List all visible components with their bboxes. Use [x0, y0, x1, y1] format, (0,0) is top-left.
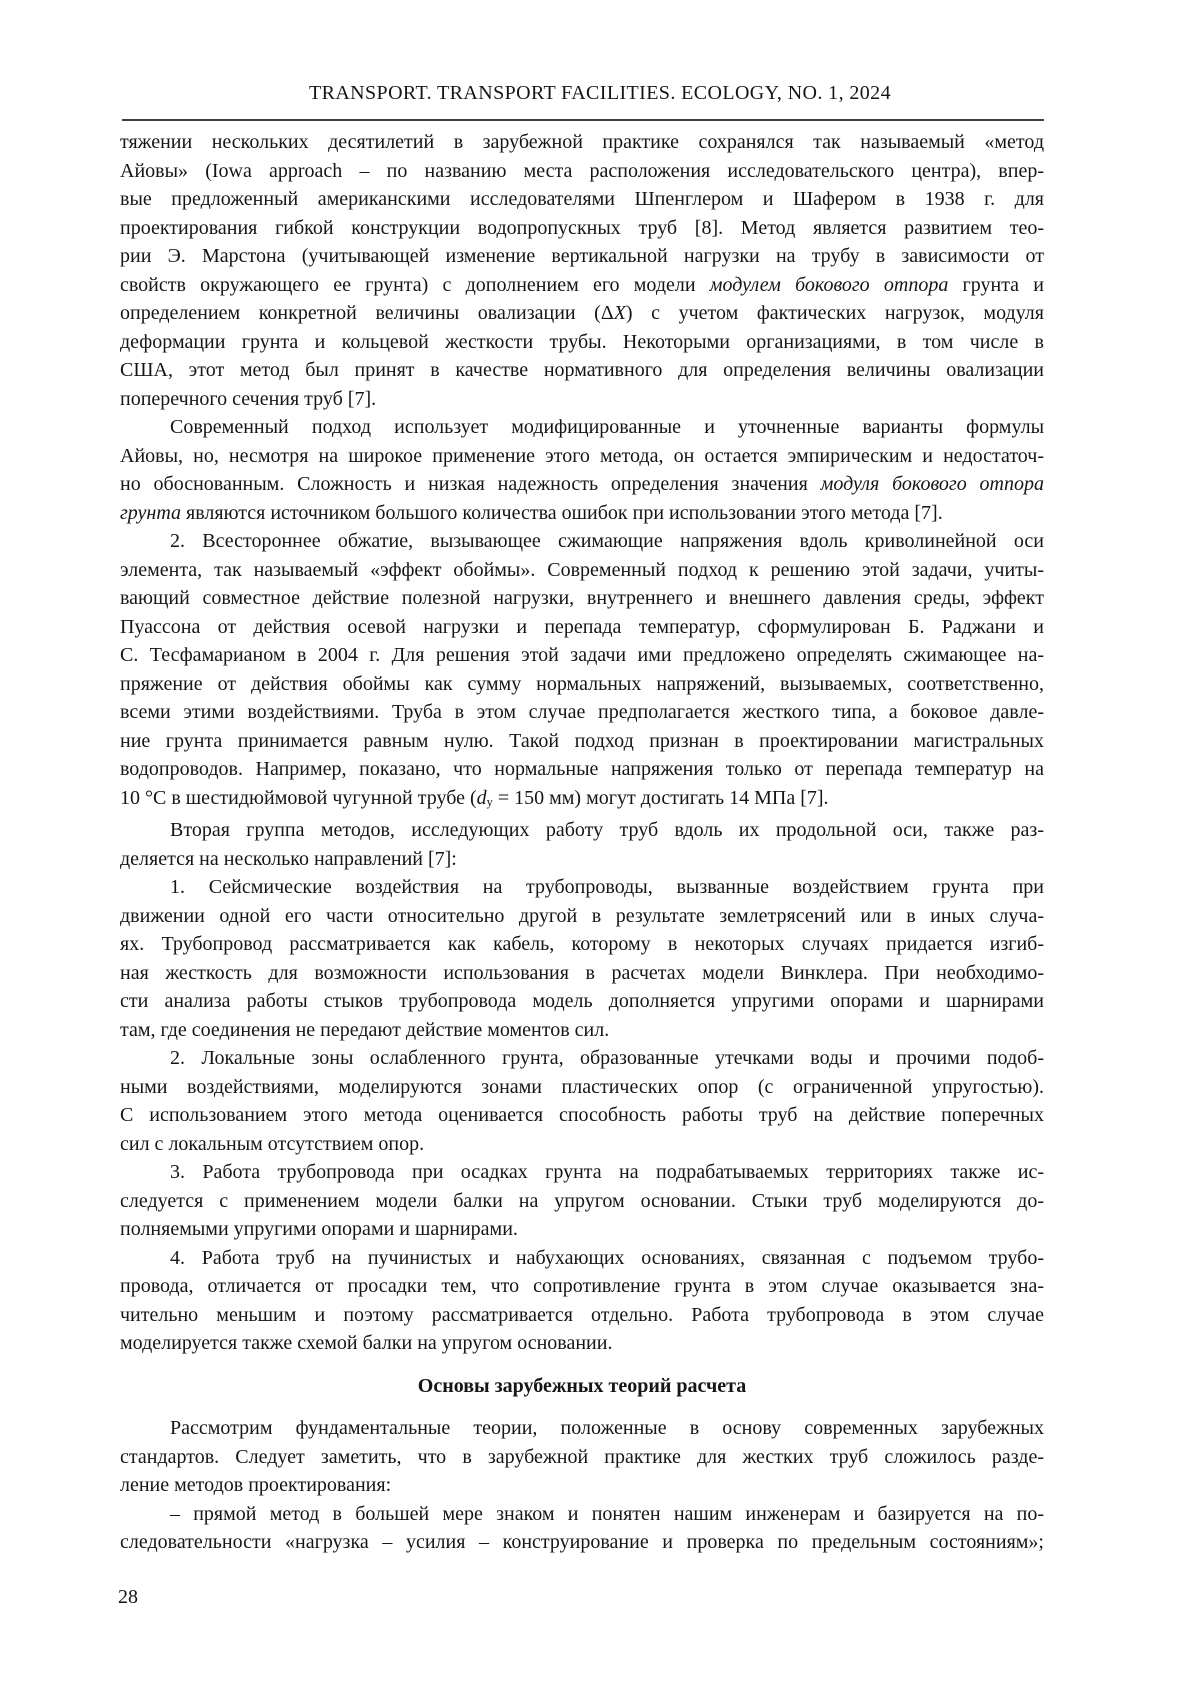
text-line: деляется на несколько направлений [7]: — [120, 847, 457, 870]
text-line: грунта являются источником большого количества ошибок при использовании этого метода [7]. — [120, 501, 943, 524]
paragraph — [120, 1044, 1044, 1158]
text-line: 1. Сейсмические воздействия на трубопроводы, вызванные воздействием грунта при — [170, 876, 1044, 899]
page-number: 28 — [118, 1586, 138, 1608]
text-line: полняемыми упругими опорами и шарнирами. — [120, 1218, 518, 1241]
article-body — [120, 128, 1044, 1557]
text-line: элемента, так называемый «эффект обоймы». Современный подход к решению этой задачи, учиты- — [120, 558, 1044, 581]
paragraph — [120, 1500, 1044, 1557]
text-line: проектирования гибкой конструкции водопропускных труб [8]. Метод является развитием тео- — [120, 216, 1044, 239]
text-line: 10 °С в шестидюймовой чугунной трубе (dу = 150 мм) могут достигать 14 МПа [7]. — [120, 786, 829, 809]
header-rule — [122, 119, 1044, 121]
paragraph — [120, 413, 1044, 527]
paragraph — [120, 873, 1044, 1044]
text-line: ние грунта принимается равным нулю. Такой подход признан в проектировании магистральных — [120, 729, 1044, 752]
text-line: Вторая группа методов, исследующих работу труб вдоль их продольной оси, также раз- — [170, 819, 1044, 842]
text-line: США, этот метод был принят в качестве нормативного для определения величины овализации — [120, 359, 1044, 381]
text-line: рии Э. Марстона (учитывающей изменение вертикальной нагрузки на трубу в зависимости от — [120, 245, 1044, 267]
text-line: вающий совместное действие полезной нагрузки, внутреннего и внешнего давления среды, эффект — [120, 587, 1044, 609]
paragraph — [120, 1414, 1044, 1500]
text-line: 4. Работа труб на пучинистых и набухающих основаниях, связанная с подъемом трубо- — [170, 1246, 1044, 1269]
text-line: ная жесткость для возможности использования в расчетах модели Винклера. При необходимо- — [120, 961, 1044, 984]
text-line: пряжение от действия обоймы как сумму нормальных напряжений, вызываемых, соответственно, — [120, 672, 1044, 695]
text-line: Айовы, но, несмотря на широкое применение этого метода, он остается эмпирическим и недостаточ- — [120, 444, 1044, 467]
text-line: но обоснованным. Сложность и низкая надежность определения значения модуля бокового отпора — [120, 473, 1044, 495]
paragraph — [120, 816, 1044, 873]
text-line: 2. Всестороннее обжатие, вызывающее сжимающие напряжения вдоль криволинейной оси — [170, 530, 1044, 552]
text-line: ление методов проектирования: — [120, 1474, 392, 1497]
text-line: движении одной его части относительно другой в результате землетрясений или в иных случа- — [120, 904, 1044, 927]
text-line: 2. Локальные зоны ослабленного грунта, образованные утечками воды и прочими подоб- — [170, 1047, 1044, 1070]
text-line: сти анализа работы стыков трубопровода модель дополняется упругими опорами и шарнирами — [120, 990, 1044, 1013]
text-line: – прямой метод в большей мере знаком и понятен нашим инженерам и базируется на по- — [170, 1502, 1044, 1525]
text-line: стандартов. Следует заметить, что в зарубежной практике для жестких труб сложилось разде- — [120, 1445, 1044, 1468]
text-line: определением конкретной величины овализации (ΔX) с учетом фактических нагрузок, модуля — [120, 302, 1044, 324]
text-line: поперечного сечения труб [7]. — [120, 387, 377, 410]
text-line: деформации грунта и кольцевой жесткости трубы. Некоторыми организациями, в том числе в — [120, 330, 1044, 353]
section-heading: Основы зарубежных теорий расчета — [417, 1374, 747, 1397]
paragraph — [120, 1244, 1044, 1358]
text-line: тяжении нескольких десятилетий в зарубежной практике сохранялся так называемый «метод — [120, 131, 1044, 153]
text-line: вые предложенный американскими исследователями Шпенглером и Шафером в 1938 г. для — [120, 188, 1044, 210]
paragraph-continuation — [120, 128, 1044, 413]
text-line: свойств окружающего ее грунта) с дополнением его модели модулем бокового отпора грунта и — [120, 273, 1044, 296]
text-line: следуется с применением модели балки на упругом основании. Стыки труб моделируются до- — [120, 1189, 1044, 1212]
paragraph — [120, 1158, 1044, 1244]
text-line: всеми этими воздействиями. Труба в этом случае предполагается жесткого типа, а боковое давле- — [120, 701, 1044, 723]
text-line: водопроводов. Например, показано, что нормальные напряжения только от перепада температур на — [120, 758, 1044, 780]
text-line: Айовы» (Iowa approach – по названию места расположения исследовательского центра), впер- — [120, 159, 1044, 182]
text-line: С использованием этого метода оценивается способность работы труб на действие поперечных — [120, 1104, 1044, 1127]
paragraph — [120, 527, 1044, 816]
text-line: ях. Трубопровод рассматривается как кабель, которому в некоторых случаях придается изгиб- — [120, 933, 1044, 956]
text-line: Пуассона от действия осевой нагрузки и перепада температур, сформулирован Б. Раджани и — [120, 615, 1044, 638]
text-line: Рассмотрим фундаментальные теории, положенные в основу современных зарубежных — [170, 1417, 1044, 1440]
text-line: 3. Работа трубопровода при осадках грунта на подрабатываемых территориях также ис- — [170, 1161, 1044, 1184]
text-line: провода, отличается от просадки тем, что сопротивление грунта в этом случае оказывается зна- — [120, 1275, 1044, 1298]
text-line: чительно меньшим и поэтому рассматривается отдельно. Работа трубопровода в этом случае — [120, 1303, 1044, 1326]
text-line: моделируется также схемой балки на упругом основании. — [120, 1332, 613, 1355]
text-line: ными воздействиями, моделируются зонами пластических опор (с ограниченной упругостью). — [120, 1075, 1044, 1098]
running-header: TRANSPORT. TRANSPORT FACILITIES. ECOLOGY, NO. 1, 2024 — [308, 82, 891, 104]
text-line: С. Тесфамарианом в 2004 г. Для решения этой задачи ими предложено определять сжимающее на- — [120, 644, 1044, 666]
text-line: Современный подход использует модифицированные и уточненные варианты формулы — [170, 416, 1044, 438]
text-line: там, где соединения не передают действие моментов сил. — [120, 1018, 610, 1041]
text-line: следовательности «нагрузка – усилия – конструирование и проверка по предельным состояниям»; — [120, 1531, 1044, 1554]
text-line: сил с локальным отсутствием опор. — [120, 1132, 425, 1155]
